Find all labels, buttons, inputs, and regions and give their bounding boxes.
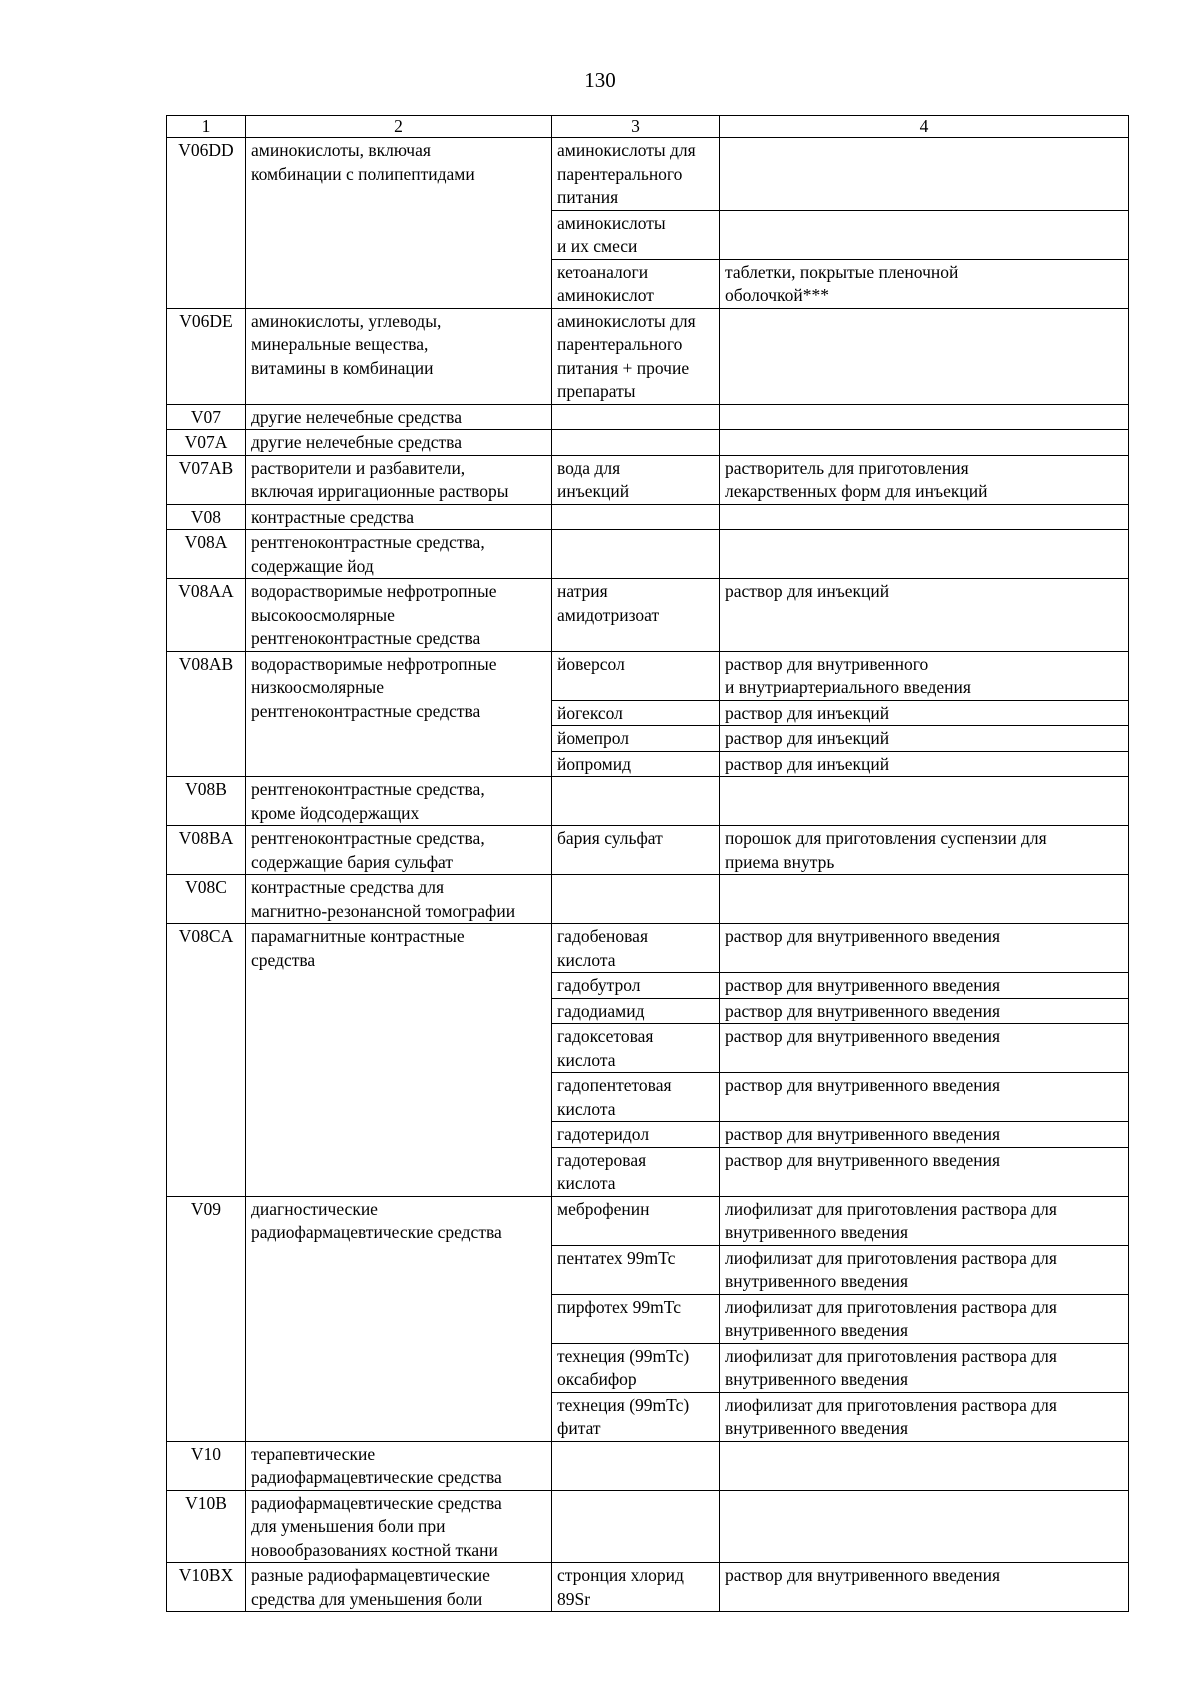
table-header-row <box>167 116 1129 138</box>
dosage-form-cell <box>720 138 1129 211</box>
dosage-form-cell <box>720 726 1129 752</box>
dosage-form-cell <box>720 1392 1129 1441</box>
column-header-4: 4 <box>720 116 1129 138</box>
table-row <box>167 430 1129 456</box>
drug-name-cell <box>552 726 720 752</box>
group-name-cell <box>246 530 552 579</box>
group-name-cell-line: парамагнитные контрастные <box>251 926 465 946</box>
group-name-cell-line: рентгеноконтрастные средства, <box>251 532 485 552</box>
table-row <box>167 308 1129 404</box>
table-row <box>167 924 1129 973</box>
group-name-cell-line: радиофармацевтические средства <box>251 1222 502 1242</box>
dosage-form-cell <box>720 998 1129 1024</box>
group-name-cell <box>246 404 552 430</box>
dosage-form-cell-line: приема внутрь <box>725 851 835 872</box>
drug-name-cell <box>552 1392 720 1441</box>
group-name-cell-line: для уменьшения боли при <box>251 1516 446 1536</box>
dosage-form-cell-line: раствор для внутривенного введения <box>725 926 1001 946</box>
drug-name-cell <box>552 1294 720 1343</box>
drug-name-cell-line: йогексол <box>557 702 623 723</box>
drug-name-cell <box>552 210 720 259</box>
group-name-cell <box>246 875 552 924</box>
group-name-cell <box>246 504 552 530</box>
dosage-form-cell-line: таблетки, покрытые пленочной <box>725 261 959 282</box>
dosage-form-cell <box>720 751 1129 777</box>
dosage-form-cell-line: порошок для приготовления суспензии для <box>725 828 1047 848</box>
drug-name-cell <box>552 751 720 777</box>
drug-name-cell <box>552 875 720 924</box>
drug-name-cell <box>552 651 720 700</box>
group-name-cell <box>246 1490 552 1563</box>
group-name-cell-line: диагностические <box>251 1198 378 1219</box>
dosage-form-cell-line: раствор для внутривенного введения <box>725 1124 1001 1144</box>
drug-name-cell-line: кетоаналоги <box>557 261 649 282</box>
table-row <box>167 1441 1129 1490</box>
dosage-form-cell <box>720 700 1129 726</box>
dosage-form-cell <box>720 1441 1129 1490</box>
drug-name-cell-line: парентерального <box>557 163 683 184</box>
dosage-form-cell <box>720 875 1129 924</box>
atc-code-cell: V08AB <box>167 651 246 777</box>
group-name-cell-line: водорастворимые нефротропные <box>251 653 497 674</box>
drug-name-cell-line: питания + прочие <box>557 357 690 378</box>
drug-name-cell <box>552 308 720 404</box>
atc-code-cell: V08AA <box>167 579 246 652</box>
dosage-form-cell-line: лиофилизат для приготовления раствора для <box>725 1296 1057 1317</box>
drug-name-cell-line: технеция (99mTc) <box>557 1394 690 1415</box>
table-row <box>167 1563 1129 1612</box>
drug-classification-table <box>166 115 1129 1612</box>
drug-name-cell-line: кислота <box>557 1049 616 1070</box>
drug-name-cell-line: бария сульфат <box>557 828 663 848</box>
drug-name-cell-line: 89Sr <box>557 1588 591 1609</box>
drug-name-cell-line: гадодиамид <box>557 1000 645 1021</box>
dosage-form-cell <box>720 1343 1129 1392</box>
drug-name-cell <box>552 404 720 430</box>
dosage-form-cell <box>720 455 1129 504</box>
dosage-form-cell <box>720 1073 1129 1122</box>
group-name-cell-line: комбинации с полипептидами <box>251 163 475 184</box>
drug-name-cell-line: меброфенин <box>557 1198 650 1219</box>
table-row <box>167 777 1129 826</box>
group-name-cell-line: радиофармацевтические средства <box>251 1467 502 1487</box>
group-name-cell <box>246 1441 552 1490</box>
drug-name-cell <box>552 1073 720 1122</box>
dosage-form-cell-line: внутривенного введения <box>725 1320 909 1340</box>
drug-name-cell-line: технеция (99mTc) <box>557 1345 690 1366</box>
atc-code-cell: V08CA <box>167 924 246 1197</box>
table-row <box>167 504 1129 530</box>
drug-name-cell-line: питания <box>557 187 619 207</box>
dosage-form-cell-line: внутривенного введения <box>725 1271 909 1291</box>
drug-name-cell-line: пирфотех 99mTc <box>557 1296 681 1317</box>
dosage-form-cell <box>720 826 1129 875</box>
drug-name-cell <box>552 138 720 211</box>
drug-name-cell-line: и их смеси <box>557 236 638 256</box>
drug-name-cell-line: кислота <box>557 949 616 970</box>
group-name-cell <box>246 651 552 777</box>
table-row <box>167 404 1129 430</box>
group-name-cell-line: водорастворимые нефротропные <box>251 581 497 601</box>
drug-name-cell-line: парентерального <box>557 334 683 354</box>
dosage-form-cell-line: раствор для внутривенного введения <box>725 975 1001 995</box>
group-name-cell-line: другие нелечебные средства <box>251 406 462 427</box>
drug-name-cell <box>552 973 720 999</box>
table-row <box>167 530 1129 579</box>
group-name-cell-line: радиофармацевтические средства <box>251 1492 502 1513</box>
drug-name-cell <box>552 1196 720 1245</box>
table-row <box>167 138 1129 211</box>
drug-name-cell <box>552 826 720 875</box>
drug-name-cell-line: йоверсол <box>557 653 625 674</box>
table-row <box>167 455 1129 504</box>
drug-name-cell <box>552 259 720 308</box>
dosage-form-cell-line: раствор для внутривенного введения <box>725 1026 1001 1046</box>
dosage-form-cell-line: раствор для инъекций <box>725 702 890 723</box>
group-name-cell-line: разные радиофармацевтические <box>251 1565 490 1585</box>
atc-code-cell: V09 <box>167 1196 246 1441</box>
dosage-form-cell-line: внутривенного введения <box>725 1222 909 1242</box>
drug-name-cell <box>552 455 720 504</box>
group-name-cell-line: содержащие йод <box>251 555 374 576</box>
dosage-form-cell-line: раствор для внутривенного введения <box>725 1000 1001 1021</box>
drug-name-cell <box>552 430 720 456</box>
drug-name-cell-line: гадоксетовая <box>557 1026 654 1046</box>
atc-code-cell: V10BX <box>167 1563 246 1612</box>
drug-name-cell <box>552 1490 720 1563</box>
drug-name-cell-line: инъекций <box>557 481 630 501</box>
drug-name-cell-line: аминокислоты <box>557 212 666 233</box>
dosage-form-cell-line: оболочкой*** <box>725 285 829 305</box>
group-name-cell <box>246 308 552 404</box>
table-row <box>167 875 1129 924</box>
dosage-form-cell <box>720 1490 1129 1563</box>
drug-name-cell <box>552 1245 720 1294</box>
drug-name-cell-line: гадопентетовая <box>557 1075 672 1095</box>
atc-code-cell: V08B <box>167 777 246 826</box>
drug-name-cell <box>552 1122 720 1148</box>
dosage-form-cell-line: раствор для инъекций <box>725 728 890 748</box>
table-row <box>167 826 1129 875</box>
atc-code-cell: V07AB <box>167 455 246 504</box>
drug-name-cell-line: гадобутрол <box>557 975 641 995</box>
group-name-cell-line: контрастные средства для <box>251 877 445 897</box>
drug-name-cell-line: кислота <box>557 1098 616 1119</box>
drug-name-cell-line: стронция хлорид <box>557 1565 684 1585</box>
atc-code-cell: V10B <box>167 1490 246 1563</box>
drug-name-cell <box>552 1441 720 1490</box>
drug-name-cell <box>552 777 720 826</box>
drug-name-cell <box>552 700 720 726</box>
drug-name-cell-line: йомепрол <box>557 728 629 748</box>
group-name-cell-line: рентгеноконтрастные средства, <box>251 779 485 799</box>
dosage-form-cell <box>720 1147 1129 1196</box>
dosage-form-cell <box>720 1294 1129 1343</box>
group-name-cell-line: минеральные вещества, <box>251 334 429 354</box>
group-name-cell <box>246 826 552 875</box>
group-name-cell <box>246 138 552 309</box>
group-name-cell-line: рентгеноконтрастные средства <box>251 628 481 648</box>
dosage-form-cell-line: лиофилизат для приготовления раствора для <box>725 1198 1057 1219</box>
column-header-3: 3 <box>552 116 720 138</box>
dosage-form-cell <box>720 579 1129 652</box>
atc-code-cell: V08C <box>167 875 246 924</box>
dosage-form-cell <box>720 1563 1129 1612</box>
group-name-cell-line: рентгеноконтрастные средства, <box>251 828 485 848</box>
dosage-form-cell <box>720 1024 1129 1073</box>
group-name-cell <box>246 1196 552 1441</box>
dosage-form-cell-line: внутривенного введения <box>725 1418 909 1438</box>
drug-name-cell-line: аминокислоты для <box>557 140 696 160</box>
drug-name-cell-line: препараты <box>557 381 636 401</box>
dosage-form-cell <box>720 259 1129 308</box>
drug-name-cell-line: фитат <box>557 1418 601 1438</box>
group-name-cell-line: аминокислоты, включая <box>251 140 431 160</box>
drug-name-cell <box>552 530 720 579</box>
drug-name-cell-line: гадотеридол <box>557 1124 650 1144</box>
atc-code-cell: V07 <box>167 404 246 430</box>
drug-name-cell <box>552 1343 720 1392</box>
page-number: 130 <box>584 68 616 92</box>
drug-name-cell <box>552 998 720 1024</box>
dosage-form-cell <box>720 651 1129 700</box>
dosage-form-cell <box>720 430 1129 456</box>
dosage-form-cell-line: раствор для инъекций <box>725 581 890 601</box>
dosage-form-cell-line: лиофилизат для приготовления раствора для <box>725 1247 1057 1268</box>
drug-name-cell-line: гадобеновая <box>557 926 649 946</box>
table-row <box>167 579 1129 652</box>
drug-name-cell-line: аминокислоты для <box>557 310 696 331</box>
group-name-cell <box>246 924 552 1197</box>
group-name-cell-line: низкоосмолярные <box>251 677 384 697</box>
group-name-cell <box>246 579 552 652</box>
dosage-form-cell-line: растворитель для приготовления <box>725 457 969 478</box>
table-body <box>167 138 1129 1612</box>
column-header-1: 1 <box>167 116 246 138</box>
table-row <box>167 1196 1129 1245</box>
dosage-form-cell <box>720 777 1129 826</box>
column-header-2: 2 <box>246 116 552 138</box>
dosage-form-cell-line: раствор для внутривенного <box>725 653 929 674</box>
dosage-form-cell-line: раствор для внутривенного введения <box>725 1149 1001 1170</box>
drug-name-cell-line: гадотеровая <box>557 1149 647 1170</box>
group-name-cell-line: другие нелечебные средства <box>251 432 462 452</box>
group-name-cell-line: средства <box>251 949 316 970</box>
dosage-form-cell <box>720 1245 1129 1294</box>
drug-name-cell <box>552 1024 720 1073</box>
drug-name-cell-line: оксабифор <box>557 1369 637 1389</box>
group-name-cell-line: рентгеноконтрастные средства <box>251 700 481 721</box>
group-name-cell-line: кроме йодсодержащих <box>251 802 420 823</box>
group-name-cell-line: новообразованиях костной ткани <box>251 1539 498 1560</box>
group-name-cell-line: содержащие бария сульфат <box>251 851 454 872</box>
dosage-form-cell <box>720 530 1129 579</box>
dosage-form-cell <box>720 1122 1129 1148</box>
group-name-cell-line: аминокислоты, углеводы, <box>251 310 442 331</box>
dosage-form-cell <box>720 308 1129 404</box>
drug-name-cell-line: аминокислот <box>557 285 654 305</box>
dosage-form-cell <box>720 924 1129 973</box>
table-row <box>167 651 1129 700</box>
drug-name-cell-line: пентатех 99mTc <box>557 1247 676 1268</box>
dosage-form-cell <box>720 404 1129 430</box>
group-name-cell <box>246 777 552 826</box>
drug-name-cell <box>552 504 720 530</box>
atc-code-cell: V08BA <box>167 826 246 875</box>
dosage-form-cell-line: лекарственных форм для инъекций <box>725 481 988 501</box>
group-name-cell-line: растворители и разбавители, <box>251 457 466 478</box>
atc-code-cell: V10 <box>167 1441 246 1490</box>
drug-name-cell-line: натрия <box>557 581 608 601</box>
dosage-form-cell-line: лиофилизат для приготовления раствора для <box>725 1345 1057 1366</box>
drug-name-cell <box>552 579 720 652</box>
drug-name-cell <box>552 1147 720 1196</box>
dosage-form-cell <box>720 1196 1129 1245</box>
dosage-form-cell-line: раствор для внутривенного введения <box>725 1075 1001 1095</box>
group-name-cell-line: контрастные средства <box>251 506 414 527</box>
atc-code-cell: V08 <box>167 504 246 530</box>
drug-name-cell-line: вода для <box>557 457 621 478</box>
dosage-form-cell-line: раствор для внутривенного введения <box>725 1565 1001 1585</box>
group-name-cell <box>246 1563 552 1612</box>
table-row <box>167 1490 1129 1563</box>
dosage-form-cell-line: лиофилизат для приготовления раствора для <box>725 1394 1057 1415</box>
drug-name-cell <box>552 1563 720 1612</box>
group-name-cell-line: средства для уменьшения боли <box>251 1588 483 1609</box>
drug-name-cell-line: кислота <box>557 1173 616 1193</box>
group-name-cell-line: терапевтические <box>251 1443 376 1464</box>
drug-name-cell <box>552 924 720 973</box>
group-name-cell-line: включая ирригационные растворы <box>251 481 509 501</box>
dosage-form-cell <box>720 210 1129 259</box>
drug-name-cell-line: амидотризоат <box>557 604 660 625</box>
dosage-form-cell-line: внутривенного введения <box>725 1369 909 1389</box>
atc-code-cell: V08A <box>167 530 246 579</box>
dosage-form-cell <box>720 973 1129 999</box>
atc-code-cell: V07A <box>167 430 246 456</box>
drug-name-cell-line: йопромид <box>557 753 631 774</box>
atc-code-cell: V06DD <box>167 138 246 309</box>
atc-code-cell: V06DE <box>167 308 246 404</box>
group-name-cell <box>246 455 552 504</box>
group-name-cell <box>246 430 552 456</box>
group-name-cell-line: магнитно-резонансной томографии <box>251 900 516 921</box>
group-name-cell-line: высокоосмолярные <box>251 604 395 625</box>
group-name-cell-line: витамины в комбинации <box>251 357 434 378</box>
dosage-form-cell-line: и внутриартериального введения <box>725 677 971 697</box>
dosage-form-cell <box>720 504 1129 530</box>
dosage-form-cell-line: раствор для инъекций <box>725 753 890 774</box>
